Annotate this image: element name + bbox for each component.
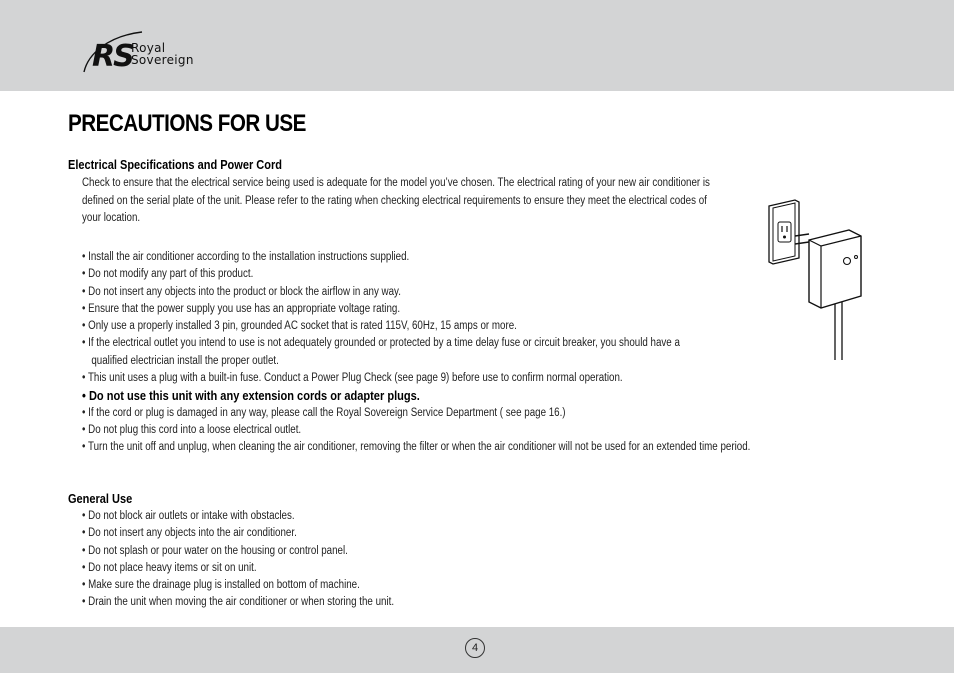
bullet-item: • This unit uses a plug with a built-in fuse. Conduct a Power Plug Check (see page 9) before use to confirm normal operation.	[82, 372, 623, 385]
page-number: 4	[465, 638, 485, 658]
bullet-item: • Install the air conditioner according to the installation instructions supplied.	[82, 251, 410, 263]
bullet-item: • Do not plug this cord into a loose electrical outlet.	[82, 423, 302, 436]
page-title: PRECAUTIONS FOR USE	[68, 110, 306, 137]
paragraph-line: Check to ensure that the electrical service being used is adequate for the model you’ve chosen. The electrical rating of your new air conditioner is	[82, 177, 710, 189]
bullet-item: • Drain the unit when moving the air conditioner or when storing the unit.	[82, 596, 395, 609]
bullet-item: • If the cord or plug is damaged in any way, please call the Royal Sovereign Service Department ( see page 16.)	[82, 406, 566, 419]
outlet-plug-illustration	[765, 198, 865, 363]
bullet-item: • Only use a properly installed 3 pin, grounded AC socket that is rated 115V, 60Hz, 15 amps or more.	[82, 320, 517, 333]
logo-line-royal: Royal	[131, 41, 166, 55]
general-use-heading: General Use	[68, 492, 133, 506]
header-band	[0, 0, 954, 91]
bullet-item-continuation: qualified electrician install the proper outlet.	[91, 354, 279, 367]
logo-line-sovereign: Sovereign	[131, 53, 194, 67]
royal-sovereign-logo	[78, 24, 218, 78]
bullet-item: • Do not splash or pour water on the housing or control panel.	[82, 544, 348, 557]
bullet-item-warning: • Do not use this unit with any extension cords or adapter plugs.	[82, 388, 420, 404]
bullet-item: • Do not block air outlets or intake with obstacles.	[82, 510, 295, 522]
bullet-item: • Do not insert any objects into the air conditioner.	[82, 527, 297, 540]
paragraph-line: your location.	[82, 212, 141, 224]
bullet-item: • Do not insert any objects into the product or block the airflow in any way.	[82, 285, 401, 298]
bullet-item: • If the electrical outlet you intend to use is not adequately grounded or protected by a time delay fuse or circuit breaker, you should have a	[82, 337, 680, 350]
general-bullet-list	[82, 508, 796, 612]
electrical-paragraph	[82, 175, 728, 228]
paragraph-line: defined on the serial plate of the unit. Please refer to the rating when checking electrical requirements to ensure they meet the electrical codes of	[82, 194, 707, 207]
electrical-bullet-list	[82, 249, 796, 457]
bullet-item: • Turn the unit off and unplug, when cleaning the air conditioner, removing the filter or when the air conditioner will not be used for an extended time period.	[82, 441, 751, 454]
logo-wordmark	[131, 42, 194, 66]
bullet-item: • Do not modify any part of this product.	[82, 268, 254, 281]
bullet-item: • Make sure the drainage plug is installed on bottom of machine.	[82, 579, 360, 592]
svg-text:RS: RS	[92, 39, 133, 74]
bullet-item: • Do not place heavy items or sit on unit.	[82, 561, 257, 574]
bullet-item: • Ensure that the power supply you use has an appropriate voltage rating.	[82, 302, 401, 315]
electrical-section-heading: Electrical Specifications and Power Cord	[68, 158, 282, 172]
